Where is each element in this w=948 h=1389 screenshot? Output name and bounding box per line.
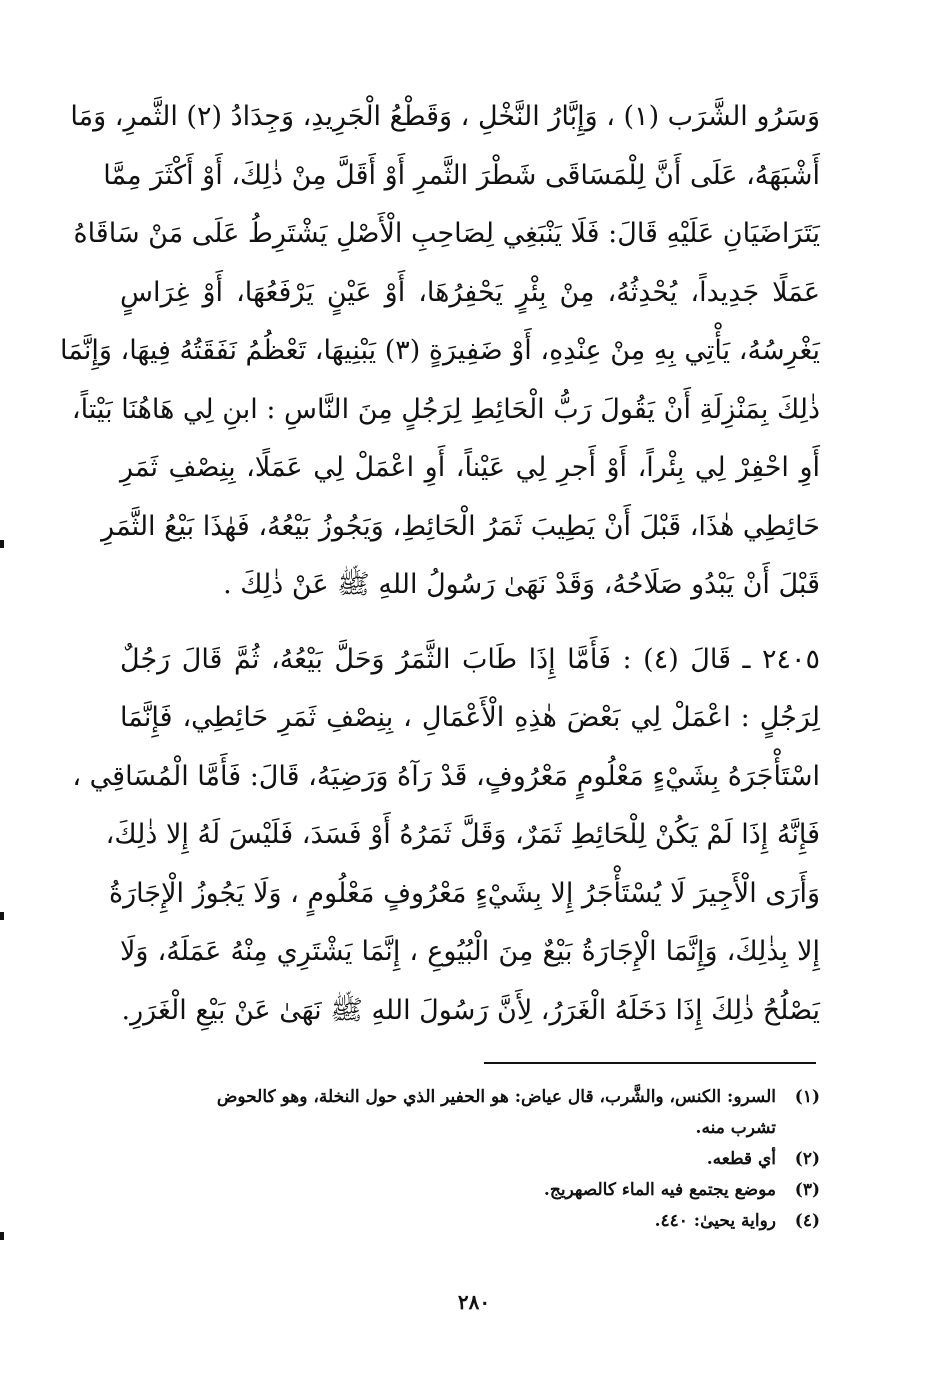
text-line: عَمَلًا جَدِيداً، يُحْدِثُهُ، مِنْ بِئْرٍ يَحْفِرُهَا، أَوْ عَيْنٍ يَرْفَعُهَا، أَوْ غِرَاسٍ	[120, 276, 820, 308]
scan-margin-mark	[0, 1232, 4, 1240]
footnote-line: تشرب منه.	[695, 1118, 776, 1138]
scan-margin-mark	[0, 912, 4, 920]
text-line: أَوِ احْفِرْ لِي بِئْراً، أَوْ أَجرِ لِي عَيْناً، أَوِ اعْمَلْ لِي عَمَلًا، بِنِصْفِ ثَمَرِ	[120, 452, 820, 483]
page-number: ٢٨٠	[457, 1290, 491, 1314]
text-line: ٢٤٠٥ ـ قَالَ (٤) : فَأَمَّا إِذَا طَابَ الثَّمَرُ وَحَلَّ بَيْعُهُ، ثُمَّ قَالَ رَجُلٌ	[120, 643, 820, 675]
text-line: قَبْلَ أَنْ يَبْدُو صَلَاحُهُ، وَقَدْ نَهَىٰ رَسُولُ اللهِ ﷺ عَنْ ذٰلِكَ .	[223, 569, 820, 600]
text-line: يَغْرِسُهُ، يَأْتِي بِهِ مِنْ عِنْدِهِ، أَوْ ضَفِيرَةٍ (٣) يَبْنِيهَا، تَعْظُمُ نَفَقَتُهُ فِيهَا، وَإِنَّمَا	[60, 335, 820, 366]
text-line: حَائِطِي هٰذَا، قَبْلَ أَنْ يَطِيبَ ثَمَرُ الْحَائِطِ، وَيَجُوزُ بَيْعُهُ، فَهٰذَا بَيْعُ الثَّمَرِ	[101, 510, 820, 542]
text-line: يَتَرَاضَيَانِ عَلَيْهِ قَالَ: فَلَا يَنْبَغِي لِصَاحِبِ الْأَصْلِ يَشْتَرِطُ عَلَى مَنْ سَاقَاهُ	[73, 218, 820, 249]
text-line: أَشْبَهَهُ، عَلَى أَنَّ لِلْمَسَاقَى شَطْرَ الثَّمرِ أَوْ أَقَلَّ مِنْ ذٰلِكَ، أَوْ أَكْثَرَ مِمَّا	[103, 159, 820, 191]
text-line: وَسَرُو الشَّرَب (١) ، وَإِبَّارُ النَّخْلِ ، وَقَطْعُ الْجَرِيدِ، وَجِدَادُ (٢) الثَّمرِ، وَمَا	[70, 101, 820, 132]
footnote-line: أي قطعه.	[706, 1149, 776, 1169]
text-line: يَصْلُحُ ذٰلِكَ إِذَا دَخَلَهُ الْغَرَرُ، لِأَنَّ رَسُولَ اللهِ ﷺ نَهَىٰ عَنْ بَيْعِ الْغَرَرِ.	[121, 994, 820, 1026]
footnote-line: رواية يحيىٰ: ٤٤٠.	[654, 1211, 776, 1231]
paragraph-1	[60, 88, 820, 615]
paragraph-2	[72, 631, 820, 1041]
footnote-number: (١)	[794, 1087, 820, 1107]
main-text	[60, 88, 820, 1040]
text-line: إِلا بِذٰلِكَ، وَإِنَّمَا الْإِجَارَةُ بَيْعٌ مِنَ الْبُيُوعِ ، إِنَّمَا يَشْتَرِي مِنْهُ عَمَلَهُ، وَلَا	[120, 936, 820, 967]
text-line: وَأَرَى الْأَجِيرَ لَا يُسْتَأْجَرُ إِلا بِشَيْءٍ مَعْرُوفٍ مَعْلُومٍ ، وَلَا يَجُوزُ الْإِجَارَةُ	[108, 877, 820, 909]
footnote-text	[120, 1206, 776, 1237]
text-line: ذٰلِكَ بِمَنْزِلَةِ أَنْ يَقُولَ رَبُّ الْحَائِطِ لِرَجُلٍ مِنَ النَّاسِ : ابنِ لِي هَاهُنَا بَيْتاً،	[71, 393, 820, 425]
scan-margin-mark	[0, 540, 4, 548]
footnote-number: (٣)	[794, 1180, 820, 1200]
footnote-2	[120, 1144, 820, 1175]
footnote-text	[120, 1082, 776, 1144]
footnote-1	[120, 1082, 820, 1144]
footnote-line: موضع يجتمع فيه الماء كالصهريج.	[543, 1180, 776, 1200]
footnote-text	[120, 1175, 776, 1206]
text-line: اسْتَأْجَرَهُ بِشَيْءٍ مَعْلُومٍ مَعْرُوفٍ، قَدْ رَآهُ وَرَضِيَهُ، قَالَ: فَأَمَّا الْمُسَاقِي ،	[72, 760, 820, 792]
footnote-4	[120, 1206, 820, 1237]
paragraph-gap	[120, 615, 820, 631]
text-line: لِرَجُلٍ : اعْمَلْ لِي بَعْضَ هٰذِهِ الْأَعْمَالِ ، بِنِصْفِ ثَمَرِ حَائِطِي، فَإِنَّمَا	[120, 702, 820, 733]
footnote-separator	[484, 1062, 816, 1064]
text-line: فَإِنَّهُ إِذَا لَمْ يَكُنْ لِلْحَائِطِ ثَمَرٌ، وَقَلَّ ثَمَرُهُ أَوْ فَسَدَ، فَلَيْسَ لَهُ إِلا ذٰلِكَ،	[105, 819, 820, 850]
footnotes	[120, 1082, 820, 1237]
footnote-number: (٤)	[794, 1211, 820, 1231]
footnote-line: السرو: الكنس، والشَّرب، قال عياض: هو الحفير الذي حول النخلة، وهو كالحوض	[216, 1087, 776, 1107]
footnote-number: (٢)	[794, 1149, 820, 1169]
footnote-3	[120, 1175, 820, 1206]
footnote-text	[120, 1144, 776, 1175]
